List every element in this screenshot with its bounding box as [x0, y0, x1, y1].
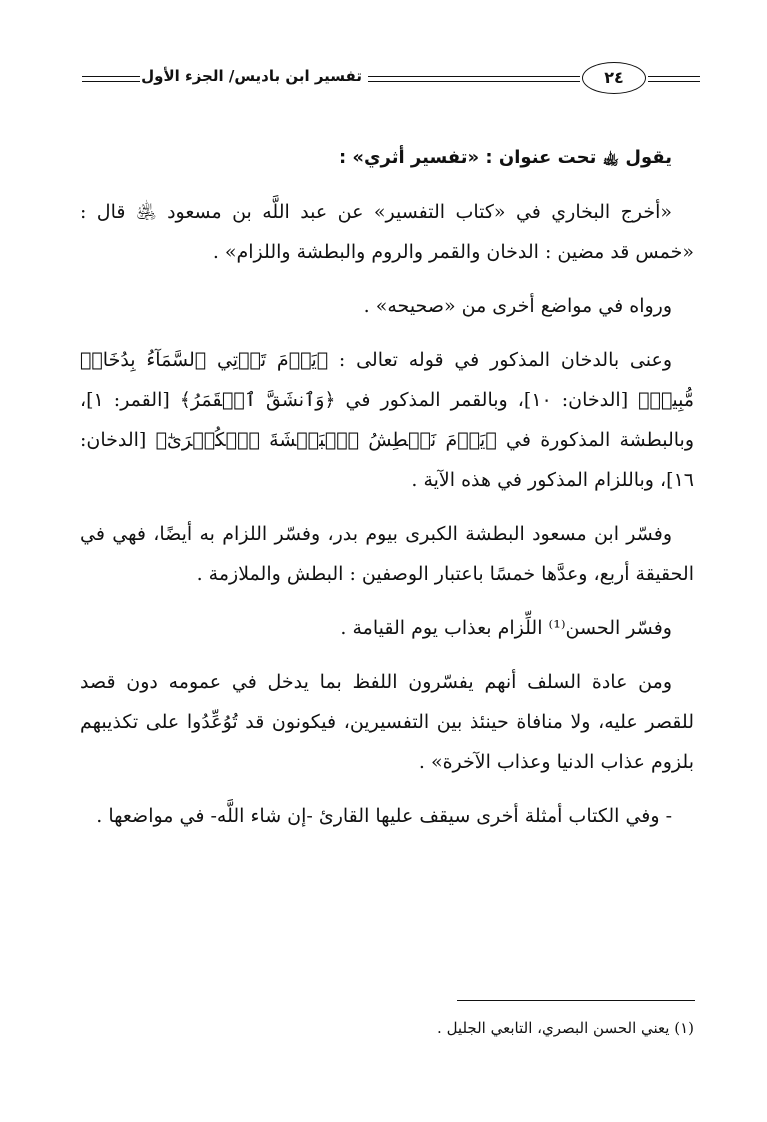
- header-rule-middle: [368, 76, 580, 82]
- paragraph-salaf: ومن عادة السلف أنهم يفسّرون اللفظ بما يدخل في عمومه دون قصد للقصر عليه، ولا منافاة حينئذ بين التفسيرين، فيكونون قد تُوُعِّدُوا على تكذيبهم بلزوم عذاب الدنيا وعذاب الآخرة» .: [80, 671, 694, 773]
- main-text: [80, 138, 694, 836]
- page-number: ٢٤: [582, 62, 646, 94]
- paragraph-hasan: وفسّر الحسن⁽¹⁾ اللِّزام بعذاب يوم القيامة .: [340, 617, 672, 639]
- footnote: (١) يعني الحسن البصري، التابعي الجليل .: [437, 1019, 694, 1037]
- running-title: تفسير ابن باديس/ الجزء الأول: [141, 67, 362, 85]
- paragraph-sahih: ورواه في مواضع أخرى من «صحيحه» .: [363, 295, 672, 317]
- paragraph-ibn-masud: وفسّر ابن مسعود البطشة الكبرى بيوم بدر، وفسّر اللزام به أيضًا، فهي في الحقيقة أربع، وعدَّها خمسًا باعتبار الوصفين : البطش والملازمة .: [80, 523, 694, 585]
- running-header: [70, 62, 700, 98]
- header-rule-right: [648, 76, 700, 82]
- header-rule-left: [82, 76, 140, 82]
- paragraph-examples: - وفي الكتاب أمثلة أخرى سيقف عليها القارئ -إن شاء اللَّه- في مواضعها .: [96, 805, 672, 827]
- paragraph-verses: وعنى بالدخان المذكور في قوله تعالى : ﴿يَوۡمَ تَأۡتِي ٱلسَّمَآءُ بِدُخَانٖ مُّبِينٖ﴾ [الدخان: ١٠]، وبالقمر المذكور في ﴿وَٱنشَقَّ ٱلۡقَمَرُ﴾ [القمر: ١]، وبالبطشة المذكورة في ﴿يَوۡمَ نَبۡطِشُ ٱلۡبَطۡشَةَ ٱلۡكُبۡرَىٰٓ﴾ [الدخان: ١٦]، وباللزام المذكور في هذه الآية .: [80, 349, 694, 491]
- section-heading: يقول ﵀ تحت عنوان : «تفسير أثري» :: [338, 147, 672, 168]
- paragraph-bukhari: «أخرج البخاري في «كتاب التفسير» عن عبد اللَّه بن مسعود ﵁ قال : «خمس قد مضين : الدخان والقمر والروم والبطشة واللزام» .: [80, 201, 694, 263]
- footnote-rule: [457, 1000, 695, 1001]
